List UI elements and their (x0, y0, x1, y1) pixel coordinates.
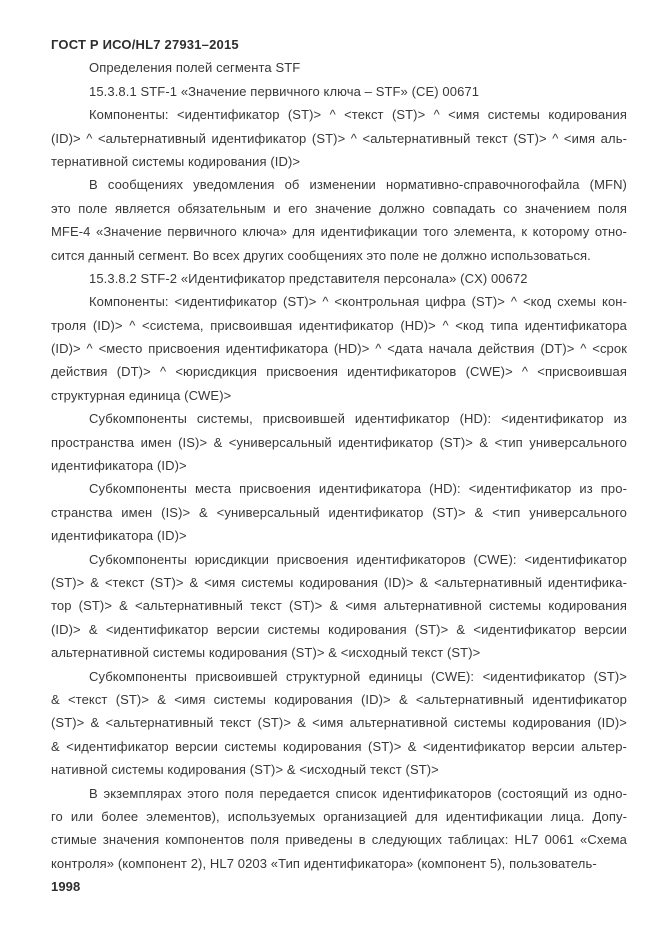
paragraph-line: Субкомпоненты присвоившей структурной единицы (CWE): <идентификатор (ST)> (89, 668, 627, 684)
paragraph-line: странства имен (IS)> & <универсальный идентификатор (ST)> & <тип универсального (51, 504, 627, 520)
para-stf1-description (51, 173, 627, 267)
paragraph-line: Компоненты: <идентификатор (ST)> ^ <текст (ST)> ^ <имя системы кодирования (89, 107, 627, 123)
para-15-3-8-1-heading (51, 80, 627, 103)
paragraph-line: В экземплярах этого поля передается список идентификаторов (состоящий из одно- (89, 785, 627, 801)
paragraph-line: Субкомпоненты места присвоения идентификатора (HD): <идентификатор из про- (89, 481, 627, 497)
para-subcomponents-assigning-place (51, 477, 627, 547)
para-stf2-description (51, 782, 627, 876)
para-15-3-8-2-heading (51, 267, 627, 290)
paragraph-line: & <текст (ST)> & <имя системы кодирования (ID)> & <альтернативный идентификатор (51, 691, 627, 707)
paragraph-line: троля (ID)> ^ <система, присвоившая идентификатор (HD)> ^ <код типа идентификатора (51, 317, 627, 333)
para-stf1-components (51, 103, 627, 173)
para-stf-field-definitions (51, 56, 627, 79)
paragraph-line: MFE-4 «Значение первичного ключа» для идентификации того элемента, к которому отно- (51, 224, 627, 240)
paragraph-line: (ST)> & <текст (ST)> & <имя системы кодирования (ID)> & <альтернативный идентифика- (51, 574, 627, 590)
para-subcomponents-jurisdiction (51, 548, 627, 665)
para-subcomponents-assigning-system (51, 407, 627, 477)
paragraph-line: Определения полей сегмента STF (89, 60, 301, 76)
paragraph-line: (ID)> & <идентификатор версии системы кодирования (ST)> & <идентификатор версии (51, 621, 627, 637)
paragraph-line: это поле является обязательным и его значение должно совпадать со значением поля (51, 200, 627, 216)
page-number: 1998 (51, 879, 81, 895)
para-stf2-components (51, 290, 627, 407)
document-header: ГОСТ Р ИСО/HL7 27931–2015 (51, 37, 239, 52)
paragraph-line: контроля» (компонент 2), HL7 0203 «Тип идентификатора» (компонент 5), пользователь- (51, 855, 597, 871)
document-body (51, 56, 627, 875)
paragraph-line: (ST)> & <альтернативный текст (ST)> & <имя альтернативной системы кодирования (ID)> (51, 715, 627, 731)
paragraph-line: В сообщениях уведомления об изменении нормативно-справочногофайла (MFN) (89, 177, 627, 193)
paragraph-line: сится данный сегмент. Во всех других сообщениях это поле не должно использоваться. (51, 247, 591, 263)
paragraph-line: Компоненты: <идентификатор (ST)> ^ <контрольная цифра (ST)> ^ <код схемы кон- (89, 294, 627, 310)
page-content (51, 33, 627, 898)
paragraph-line: тернативной системы кодирования (ID)> (51, 153, 301, 169)
paragraph-line: пространства имен (IS)> & <универсальный идентификатор (ST)> & <тип универсального (51, 434, 627, 450)
paragraph-line: альтернативной системы кодирования (ST)> & <исходный текст (ST)> (51, 645, 481, 661)
paragraph-line: & <идентификатор версии системы кодирования (ST)> & <идентификатор версии альтер- (51, 738, 627, 754)
paragraph-line: стимые значения компонентов поля приведены в следующих таблицах: HL7 0061 «Схема (51, 832, 627, 848)
paragraph-line: 15.3.8.1 STF-1 «Значение первичного ключа – STF» (CE) 00671 (89, 83, 480, 99)
paragraph-line: Субкомпоненты системы, присвоившей идентификатор (HD): <идентификатор из (89, 411, 627, 427)
paragraph-line: идентификатора (ID)> (51, 458, 187, 474)
para-subcomponents-assigning-unit (51, 665, 627, 782)
paragraph-line: тор (ST)> & <альтернативный текст (ST)> & <имя альтернативной системы кодирования (51, 598, 627, 614)
paragraph-line: идентификатора (ID)> (51, 528, 187, 544)
paragraph-line: нативной системы кодирования (ST)> & <исходный текст (ST)> (51, 762, 439, 778)
paragraph-line: (ID)> ^ <место присвоения идентификатора (HD)> ^ <дата начала действия (DT)> ^ <срок (51, 341, 627, 357)
paragraph-line: действия (DT)> ^ <юрисдикция присвоения идентификаторов (CWE)> ^ <присвоившая (51, 364, 627, 380)
paragraph-line: го или более элементов), используемых организацией для идентификации лица. Допу- (51, 808, 627, 824)
paragraph-line: Субкомпоненты юрисдикции присвоения идентификаторов (CWE): <идентификатор (89, 551, 627, 567)
paragraph-line: структурная единица (CWE)> (51, 387, 232, 403)
paragraph-line: 15.3.8.2 STF-2 «Идентификатор представителя персонала» (CX) 00672 (89, 270, 528, 286)
paragraph-line: (ID)> ^ <альтернативный идентификатор (ST)> ^ <альтернативный текст (ST)> ^ <имя аль- (51, 130, 627, 146)
